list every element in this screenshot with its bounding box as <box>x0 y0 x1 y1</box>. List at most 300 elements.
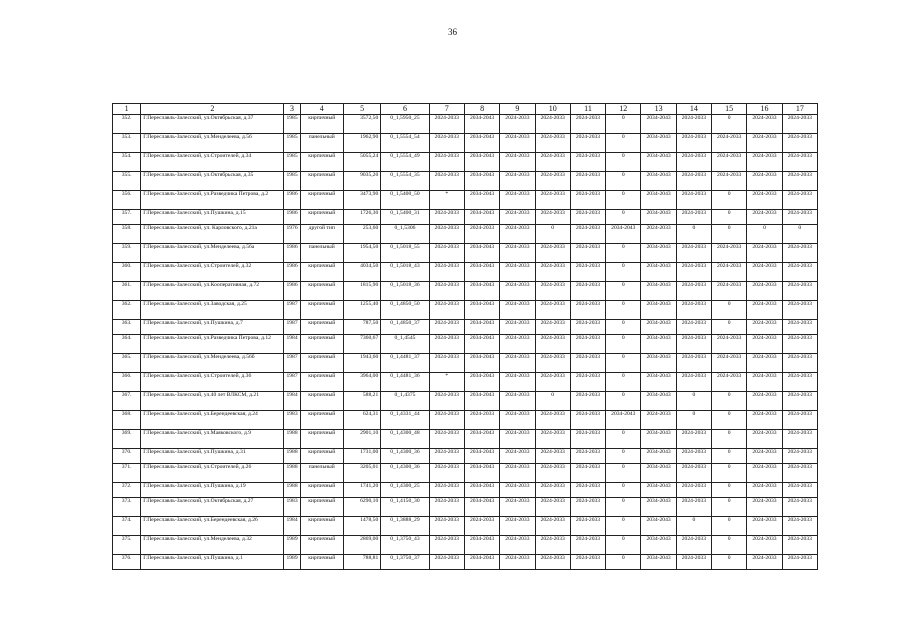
table-cell: 1988 <box>284 430 300 449</box>
table-cell: 2024-2033 <box>570 301 605 320</box>
table-row <box>113 210 818 225</box>
table-cell: 0 <box>606 536 641 555</box>
column-header: 4 <box>300 104 343 115</box>
table-cell: 1731,00 <box>343 449 380 464</box>
table-cell: 2024-2033 <box>500 301 535 320</box>
table-cell: 2024-2033 <box>500 263 535 282</box>
table-cell: 2024-2033 <box>747 172 782 191</box>
column-header: 7 <box>429 104 464 115</box>
table-cell: 2024-2033 <box>429 153 464 172</box>
table-cell: 2024-2033 <box>429 115 464 134</box>
table-cell: 2024-2033 <box>747 498 782 517</box>
address-cell: Г.Переславль-Залесский, ул.Пушкина, д.15 <box>141 210 284 225</box>
table-cell: 2034-2043 <box>464 263 499 282</box>
table-cell: 0 <box>712 301 747 320</box>
table-cell: 2024-2033 <box>712 354 747 373</box>
table-cell: 2024-2033 <box>500 354 535 373</box>
table-cell: 2024-2033 <box>570 373 605 392</box>
table-cell: 2024-2033 <box>676 536 711 555</box>
table-cell: 1984 <box>284 392 300 411</box>
table-cell: 2024-2033 <box>500 517 535 536</box>
table-cell: 1987 <box>284 373 300 392</box>
table-cell: 0 <box>606 134 641 153</box>
table-cell: 2024-2033 <box>535 464 570 483</box>
row-number-cell: 373. <box>113 498 141 517</box>
table-cell: 2024-2033 <box>676 483 711 498</box>
table-cell: 0 <box>712 536 747 555</box>
table-cell: 0 <box>606 449 641 464</box>
table-cell: 2024-2033 <box>500 483 535 498</box>
table-cell: 0 <box>606 153 641 172</box>
table-cell: 2024-2033 <box>570 354 605 373</box>
table-cell: 2024-2033 <box>429 354 464 373</box>
table-cell: 2024-2033 <box>429 134 464 153</box>
table-cell: 3572,50 <box>343 115 380 134</box>
table-cell: 2024-2033 <box>747 263 782 282</box>
table-cell: 2024-2033 <box>500 172 535 191</box>
address-cell: Г.Переславль-Залесский, ул.Берендеевская, д.24 <box>141 411 284 430</box>
header-row <box>113 104 818 115</box>
table-cell: 2034-2043 <box>641 392 676 411</box>
table-cell: * <box>429 191 464 210</box>
table-cell: кирпичный <box>300 449 343 464</box>
table-cell: 0_1,4481_36 <box>381 373 429 392</box>
table-cell: 2034-2043 <box>641 555 676 570</box>
table-cell: 1954,50 <box>343 244 380 263</box>
address-cell: Г.Переславль-Залесский, ул.Разведчика Петрова, д.12 <box>141 335 284 354</box>
table-cell: 1962,90 <box>343 134 380 153</box>
table-cell: 0_1,5306 <box>381 225 429 244</box>
table-cell: 2024-2033 <box>429 517 464 536</box>
table-cell: 0 <box>606 464 641 483</box>
table-cell: 2024-2033 <box>535 244 570 263</box>
column-header: 5 <box>343 104 380 115</box>
table-cell: 2024-2033 <box>641 225 676 244</box>
table-cell: 0 <box>535 225 570 244</box>
table-cell: 2024-2033 <box>570 392 605 411</box>
table-row <box>113 555 818 570</box>
table-cell: 2024-2033 <box>500 449 535 464</box>
table-cell: 2024-2033 <box>429 210 464 225</box>
table-cell: 2034-2043 <box>464 282 499 301</box>
table-cell: 0 <box>782 225 817 244</box>
table-cell: 2024-2033 <box>570 320 605 335</box>
table-cell: 2034-2043 <box>641 483 676 498</box>
table-cell: 0 <box>606 555 641 570</box>
table-cell: 0 <box>712 483 747 498</box>
table-cell: 0_1,4850_37 <box>381 320 429 335</box>
table-cell: 2024-2033 <box>676 210 711 225</box>
table-cell: 2024-2033 <box>782 430 817 449</box>
table-cell: кирпичный <box>300 483 343 498</box>
table-cell: 2024-2033 <box>570 517 605 536</box>
row-number-cell: 356. <box>113 191 141 210</box>
table-cell: 2024-2033 <box>676 244 711 263</box>
table-cell: 2024-2033 <box>500 134 535 153</box>
table-cell: 0 <box>712 430 747 449</box>
table-cell: 2024-2033 <box>570 430 605 449</box>
table-cell: 0_1,5554_49 <box>381 153 429 172</box>
table-cell: 0_1,5018_43 <box>381 263 429 282</box>
row-number-cell: 364. <box>113 335 141 354</box>
table-row <box>113 449 818 464</box>
table-cell: 2024-2033 <box>535 354 570 373</box>
table-cell: 2024-2033 <box>570 153 605 172</box>
table-cell: 1986 <box>284 244 300 263</box>
table-cell: 2024-2033 <box>464 517 499 536</box>
table-cell: 2024-2033 <box>676 282 711 301</box>
table-cell: 588,21 <box>343 392 380 411</box>
table-cell: 2024-2033 <box>535 282 570 301</box>
table-cell: 2034-2043 <box>641 210 676 225</box>
address-cell: Г.Переславль-Залесский, ул.Строителей, д.36 <box>141 373 284 392</box>
table-cell: кирпичный <box>300 282 343 301</box>
row-number-cell: 359. <box>113 244 141 263</box>
table-cell: 2024-2033 <box>712 244 747 263</box>
table-cell: 2024-2033 <box>747 373 782 392</box>
row-number-cell: 352. <box>113 115 141 134</box>
row-number-cell: 358. <box>113 225 141 244</box>
table-cell: 2024-2033 <box>782 244 817 263</box>
table-cell: 2024-2033 <box>676 430 711 449</box>
table-cell: 0_1,3750_43 <box>381 536 429 555</box>
table-cell: 2034-2043 <box>606 411 641 430</box>
table-cell: 2024-2033 <box>500 320 535 335</box>
table-cell: 0_1,3888_29 <box>381 517 429 536</box>
row-number-cell: 370. <box>113 449 141 464</box>
table-cell: 2024-2033 <box>747 335 782 354</box>
table-cell: 2024-2033 <box>500 244 535 263</box>
table-cell: 2024-2033 <box>747 517 782 536</box>
table-cell: 2024-2033 <box>570 335 605 354</box>
table-cell: 2024-2033 <box>429 464 464 483</box>
housing-register-table <box>112 103 818 570</box>
table-cell: 2024-2033 <box>500 191 535 210</box>
table-cell: 2024-2033 <box>747 210 782 225</box>
table-cell: 2024-2033 <box>535 172 570 191</box>
table-cell: кирпичный <box>300 498 343 517</box>
row-number-cell: 371. <box>113 464 141 483</box>
row-number-cell: 353. <box>113 134 141 153</box>
table-cell: 2024-2033 <box>570 244 605 263</box>
table-cell: 2034-2043 <box>641 373 676 392</box>
table-cell: 0 <box>606 191 641 210</box>
table-cell: 2034-2043 <box>641 301 676 320</box>
table-cell: кирпичный <box>300 301 343 320</box>
table-cell: 0 <box>606 172 641 191</box>
address-cell: Г.Переславль-Залесский, ул.Менделеева, д.56 <box>141 134 284 153</box>
table-cell: 2024-2033 <box>570 483 605 498</box>
table-cell: 2024-2033 <box>747 354 782 373</box>
row-number-cell: 357. <box>113 210 141 225</box>
table-cell: 1986 <box>284 210 300 225</box>
table-cell: 0 <box>747 225 782 244</box>
table-cell: 2024-2033 <box>535 115 570 134</box>
table-cell: 2024-2033 <box>747 320 782 335</box>
table-cell: 2024-2033 <box>500 153 535 172</box>
table-row <box>113 134 818 153</box>
table-cell: 0_1,5950_25 <box>381 115 429 134</box>
table-cell: * <box>429 373 464 392</box>
row-number-cell: 368. <box>113 411 141 430</box>
address-cell: Г.Переславль-Залесский, ул.Пушкина, д.31 <box>141 449 284 464</box>
address-cell: Г.Переславль-Залесский, ул.Строителей, д.34 <box>141 153 284 172</box>
table-cell: 2024-2033 <box>500 210 535 225</box>
table-cell: 2024-2033 <box>782 263 817 282</box>
table-cell: 2034-2043 <box>464 191 499 210</box>
table-cell: 1986 <box>284 282 300 301</box>
table-cell: 2024-2033 <box>570 411 605 430</box>
table-cell: 7360,67 <box>343 335 380 354</box>
table-cell: 2034-2043 <box>464 555 499 570</box>
table-cell: 2034-2043 <box>641 335 676 354</box>
table-cell: 0_1,5554_54 <box>381 134 429 153</box>
table-cell: 2024-2033 <box>782 172 817 191</box>
table-cell: 253,60 <box>343 225 380 244</box>
table-cell: 2024-2033 <box>570 134 605 153</box>
column-header: 8 <box>464 104 499 115</box>
table-cell: 1987 <box>284 301 300 320</box>
table-cell: 2034-2043 <box>641 320 676 335</box>
table-cell: 2034-2043 <box>464 430 499 449</box>
table-cell: 2034-2043 <box>641 263 676 282</box>
table-cell: 2034-2043 <box>464 115 499 134</box>
table-cell: 2024-2033 <box>570 172 605 191</box>
table-cell: 2024-2033 <box>712 153 747 172</box>
table-row <box>113 392 818 411</box>
table-cell: 2024-2033 <box>464 225 499 244</box>
table-row <box>113 483 818 498</box>
table-cell: 2024-2033 <box>747 449 782 464</box>
table-row <box>113 536 818 555</box>
table-cell: 0 <box>606 115 641 134</box>
table-cell: 2024-2033 <box>570 191 605 210</box>
table-cell: 1726,30 <box>343 210 380 225</box>
table-cell: 1985 <box>284 115 300 134</box>
table-cell: 0 <box>712 411 747 430</box>
table-cell: 2034-2043 <box>641 449 676 464</box>
table-cell: 788,81 <box>343 555 380 570</box>
table-cell: 4034,50 <box>343 263 380 282</box>
table-cell: 2034-2043 <box>464 536 499 555</box>
address-cell: Г.Переславль-Залесский, ул.Заводская, д.25 <box>141 301 284 320</box>
table-cell: 2024-2033 <box>429 449 464 464</box>
table-cell: 2024-2033 <box>782 536 817 555</box>
table-cell: 2024-2033 <box>500 115 535 134</box>
table-cell: 2024-2033 <box>500 555 535 570</box>
row-number-cell: 354. <box>113 153 141 172</box>
column-header: 3 <box>284 104 300 115</box>
table-cell: 0 <box>606 430 641 449</box>
table-cell: 0 <box>712 449 747 464</box>
table-cell: 2024-2033 <box>535 517 570 536</box>
table-row <box>113 172 818 191</box>
table-cell: 1988 <box>284 464 300 483</box>
table-cell: 2034-2043 <box>606 225 641 244</box>
table-row <box>113 263 818 282</box>
table-cell: 2024-2033 <box>570 464 605 483</box>
table-cell: 0 <box>712 498 747 517</box>
table-cell: 2024-2033 <box>747 411 782 430</box>
table-cell: 1989 <box>284 555 300 570</box>
column-header: 6 <box>381 104 429 115</box>
table-cell: 2024-2033 <box>782 153 817 172</box>
table-cell: 0 <box>606 263 641 282</box>
row-number-cell: 369. <box>113 430 141 449</box>
row-number-cell: 374. <box>113 517 141 536</box>
row-number-cell: 376. <box>113 555 141 570</box>
table-cell: 2034-2043 <box>464 483 499 498</box>
table-cell: 2024-2033 <box>429 430 464 449</box>
row-number-cell: 361. <box>113 282 141 301</box>
table-cell: 2024-2033 <box>570 263 605 282</box>
table-cell: 1986 <box>284 191 300 210</box>
table-cell: 1976 <box>284 225 300 244</box>
address-cell: Г.Переславль-Залесский, ул.40 лет ВЛКСМ, д.21 <box>141 392 284 411</box>
table-cell: 0 <box>676 225 711 244</box>
row-number-cell: 372. <box>113 483 141 498</box>
table-cell: 2024-2033 <box>676 373 711 392</box>
table-cell: 787,50 <box>343 320 380 335</box>
table-cell: 2024-2033 <box>676 263 711 282</box>
table-row <box>113 320 818 335</box>
table-cell: 2024-2033 <box>429 244 464 263</box>
table-cell: кирпичный <box>300 354 343 373</box>
table-cell: 2024-2033 <box>429 555 464 570</box>
table-cell: 1815,90 <box>343 282 380 301</box>
table-row <box>113 498 818 517</box>
table-cell: 2024-2033 <box>747 282 782 301</box>
table-cell: 2024-2033 <box>570 498 605 517</box>
table-cell: 2024-2033 <box>782 498 817 517</box>
table-cell: 2024-2033 <box>429 392 464 411</box>
table-cell: 2024-2033 <box>712 172 747 191</box>
table-cell: 2024-2033 <box>500 373 535 392</box>
table-cell: 0 <box>712 517 747 536</box>
table-cell: 1985 <box>284 134 300 153</box>
table-cell: 0_1,5400_50 <box>381 191 429 210</box>
table-cell: 2034-2043 <box>464 354 499 373</box>
table-cell: 2024-2033 <box>782 335 817 354</box>
row-number-cell: 366. <box>113 373 141 392</box>
table-cell: 3473,90 <box>343 191 380 210</box>
column-header: 2 <box>141 104 284 115</box>
table-cell: 0_1,5554_35 <box>381 172 429 191</box>
table-cell: 2024-2033 <box>676 115 711 134</box>
table-cell: кирпичный <box>300 555 343 570</box>
table-row <box>113 153 818 172</box>
table-row <box>113 301 818 320</box>
row-number-cell: 363. <box>113 320 141 335</box>
table-cell: 0_1,4481_37 <box>381 354 429 373</box>
table-cell: 2024-2033 <box>676 335 711 354</box>
table-cell: 0 <box>712 555 747 570</box>
table-cell: кирпичный <box>300 373 343 392</box>
table-cell: 2034-2043 <box>641 191 676 210</box>
address-cell: Г.Переславль-Залесский, ул.Кооперативная, д.72 <box>141 282 284 301</box>
table-cell: 2024-2033 <box>535 373 570 392</box>
table-cell: 2024-2033 <box>676 555 711 570</box>
table-cell: 0 <box>712 115 747 134</box>
table-cell: 0_1,5400_31 <box>381 210 429 225</box>
table-cell: 0_1,4150_30 <box>381 498 429 517</box>
column-header: 10 <box>535 104 570 115</box>
table-cell: 2024-2033 <box>676 153 711 172</box>
table-cell: 0_1,4300_36 <box>381 449 429 464</box>
table-cell: 1983 <box>284 411 300 430</box>
table-cell: 1987 <box>284 354 300 373</box>
table-cell: 2024-2033 <box>747 483 782 498</box>
table-cell: 2024-2033 <box>782 392 817 411</box>
table-cell: 2024-2033 <box>641 411 676 430</box>
table-cell: 2024-2033 <box>747 153 782 172</box>
table-cell: 2024-2033 <box>535 210 570 225</box>
table-cell: 2024-2033 <box>712 134 747 153</box>
table-cell: 2024-2033 <box>500 225 535 244</box>
address-cell: Г.Переславль-Залесский, ул.Строителей, д.26 <box>141 464 284 483</box>
table-cell: 2024-2033 <box>535 430 570 449</box>
table-cell: 2024-2033 <box>782 517 817 536</box>
address-cell: Г.Переславль-Залесский, ул.Менделеева, д.56а <box>141 244 284 263</box>
table-cell: 1478,50 <box>343 517 380 536</box>
table-row <box>113 411 818 430</box>
table-cell: 0 <box>606 373 641 392</box>
table-cell: 2024-2033 <box>570 115 605 134</box>
table-cell: 1741,20 <box>343 483 380 498</box>
table-cell: 2024-2033 <box>676 191 711 210</box>
address-cell: Г.Переславль-Залесский, ул.Берендеевская, д.26 <box>141 517 284 536</box>
column-header: 11 <box>570 104 605 115</box>
table-cell: 2024-2033 <box>712 263 747 282</box>
table-cell: 1983 <box>284 498 300 517</box>
table-row <box>113 354 818 373</box>
table-cell: 1987 <box>284 320 300 335</box>
table-cell: 2034-2043 <box>464 449 499 464</box>
table-cell: 0 <box>606 354 641 373</box>
table-cell: кирпичный <box>300 191 343 210</box>
address-cell: Г.Переславль-Залесский, ул.Менделеева, д.32 <box>141 536 284 555</box>
column-header: 13 <box>641 104 676 115</box>
table-cell: 2034-2043 <box>641 134 676 153</box>
table-cell: 3205,01 <box>343 464 380 483</box>
table-cell: 2034-2043 <box>464 498 499 517</box>
table-cell: 2034-2043 <box>641 153 676 172</box>
table-cell: 0_1,5018_36 <box>381 282 429 301</box>
table-cell: 0_1,5018_55 <box>381 244 429 263</box>
table-cell: 0 <box>676 517 711 536</box>
table-cell: 2034-2043 <box>641 430 676 449</box>
table-cell: 2024-2033 <box>747 430 782 449</box>
table-cell: 2024-2033 <box>782 449 817 464</box>
table-cell: 0 <box>606 517 641 536</box>
table-cell: 2034-2043 <box>464 464 499 483</box>
column-header: 12 <box>606 104 641 115</box>
table-cell: кирпичный <box>300 153 343 172</box>
table-cell: 1988 <box>284 449 300 464</box>
table-cell: 0 <box>676 411 711 430</box>
table-cell: другой тип <box>300 225 343 244</box>
table-cell: 0_1,3750_37 <box>381 555 429 570</box>
table-cell: 2024-2033 <box>535 263 570 282</box>
table-cell: 2034-2043 <box>464 153 499 172</box>
table-cell: 0 <box>606 282 641 301</box>
table-cell: 2024-2033 <box>429 263 464 282</box>
table-cell: 2034-2043 <box>464 320 499 335</box>
table-cell: 2024-2033 <box>782 134 817 153</box>
table-row <box>113 191 818 210</box>
table-cell: 2034-2043 <box>464 392 499 411</box>
table-cell: 2024-2033 <box>747 134 782 153</box>
